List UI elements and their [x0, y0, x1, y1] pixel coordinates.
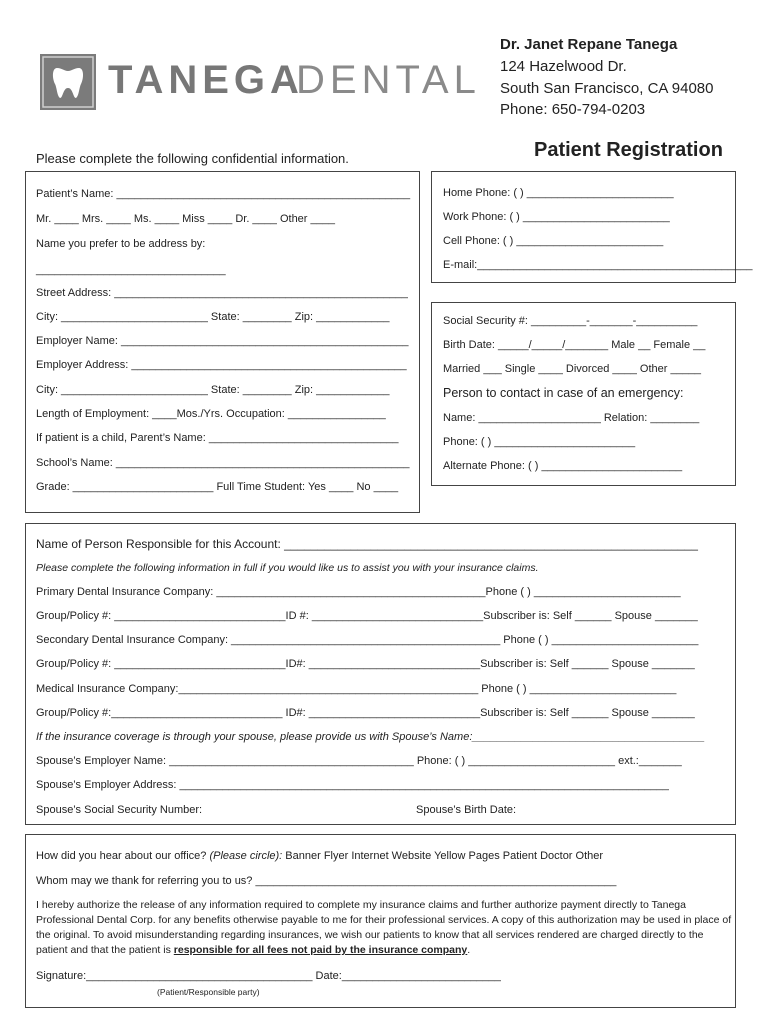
ssn-field[interactable]: Social Security #: _________-_______-__________ — [443, 315, 698, 327]
doctor-address-2: South San Francisco, CA 94080 — [500, 80, 714, 97]
employer-name-field[interactable]: Employer Name: _______________________________________________ — [36, 335, 409, 347]
emergency-alt-phone-field[interactable]: Alternate Phone: ( ) _______________________ — [443, 460, 683, 472]
spouse-ssn-field[interactable]: Spouse’s Social Security Number: — [36, 804, 203, 816]
referrer-field[interactable]: Whom may we thank for referring you to us? ___________________________________________________________ — [36, 875, 617, 887]
city-state-zip-field[interactable]: City: ________________________ State: ________ Zip: ____________ — [36, 311, 390, 323]
school-name-field[interactable]: School’s Name: ________________________________________________ — [36, 457, 410, 469]
work-phone-field[interactable]: Work Phone: ( ) ________________________ — [443, 211, 670, 223]
parent-name-field[interactable]: If patient is a child, Parent’s Name: _______________________________ — [36, 432, 399, 444]
logo-mark — [40, 54, 96, 110]
title-options[interactable]: Mr. ____ Mrs. ____ Ms. ____ Miss ____ Dr. ____ Other ____ — [36, 213, 335, 225]
home-phone-field[interactable]: Home Phone: ( ) ________________________ — [443, 187, 674, 199]
employer-address-field[interactable]: Employer Address: _____________________________________________ — [36, 359, 407, 371]
emergency-phone-field[interactable]: Phone: ( ) _______________________ — [443, 436, 636, 448]
employment-length-field[interactable]: Length of Employment: ____Mos./Yrs. Occupation: ________________ — [36, 408, 386, 420]
street-address-field[interactable]: Street Address: ________________________________________________ — [36, 287, 408, 299]
signature-note: (Patient/Responsible party) — [157, 987, 260, 997]
email-field[interactable]: E-mail:_____________________________________________ — [443, 259, 753, 271]
spouse-name-field[interactable]: If the insurance coverage is through your spouse, please provide us with Spouse’s Name:______________________________________ — [36, 731, 705, 743]
referral-source-question[interactable] — [36, 850, 603, 862]
medical-group-policy-field[interactable]: Group/Policy #:____________________________ ID#: ____________________________Subscriber is: Self ______ Spouse _______ — [36, 707, 695, 719]
authorization-text: I hereby authorize the release of any information required to complete my insurance claims and further authorize payment directly to Tanega Professional Dental Corp. for any benefits otherwise payable to me for their professional services. A copy of this authorization may be used in place of the original. To avoid misunderstanding regarding insurances, we wish our patients to know that all services rendered are charged directly to the patient and that the patient is — [36, 899, 732, 956]
doctor-address-1: 124 Hazelwood Dr. — [500, 58, 627, 75]
signature-date-field[interactable]: Signature:_____________________________________ Date:__________________________ — [36, 970, 501, 982]
patient-name-field[interactable]: Patient’s Name: ________________________________________________ — [36, 188, 411, 200]
tooth-icon — [40, 54, 96, 110]
preferred-name-label: Name you prefer to be address by: — [36, 238, 206, 250]
doctor-phone: Phone: 650-794-0203 — [500, 101, 646, 118]
authorization-paragraph — [36, 898, 736, 958]
preferred-name-field[interactable]: _______________________________ — [36, 264, 226, 276]
marital-status-field[interactable]: Married ___ Single ____ Divorced ____ Other _____ — [443, 363, 702, 375]
spouse-employer-field[interactable]: Spouse’s Employer Name: ________________________________________ Phone: ( ) ________________________ ext.:_______ — [36, 755, 682, 767]
authorization-end: . — [467, 944, 471, 956]
referral-options[interactable]: Banner Flyer Internet Website Yellow Pages Patient Doctor Other — [285, 850, 604, 862]
employer-city-field[interactable]: City: ________________________ State: ________ Zip: ____________ — [36, 384, 390, 396]
grade-field[interactable]: Grade: _______________________ Full Time Student: Yes ____ No ____ — [36, 481, 399, 493]
secondary-insurance-field[interactable]: Secondary Dental Insurance Company: ____________________________________________ Phone ( ) ________________________ — [36, 634, 699, 646]
page-title: Patient Registration — [534, 139, 723, 161]
logo-text-bold: TANEGA — [108, 58, 304, 102]
logo-text-thin: DENTAL — [296, 58, 481, 102]
referral-circle-hint: (Please circle): — [209, 850, 283, 862]
authorization-emphasis: responsible for all fees not paid by the insurance company — [173, 944, 468, 956]
cell-phone-field[interactable]: Cell Phone: ( ) ________________________ — [443, 235, 664, 247]
emergency-name-field[interactable]: Name: ____________________ Relation: ________ — [443, 412, 700, 424]
primary-insurance-field[interactable]: Primary Dental Insurance Company: ____________________________________________Phone ( ) ________________________ — [36, 586, 681, 598]
primary-group-policy-field[interactable]: Group/Policy #: ____________________________ID #: ____________________________Subscriber is: Self ______ Spouse _______ — [36, 610, 698, 622]
spouse-employer-address-field[interactable]: Spouse’s Employer Address: ________________________________________________________________________________ — [36, 779, 669, 791]
responsible-person-field[interactable]: Name of Person Responsible for this Account: ______________________________________________________________ — [36, 537, 698, 551]
spouse-birth-date-field[interactable]: Spouse’s Birth Date: — [416, 804, 517, 816]
intro-text: Please complete the following confidential information. — [36, 151, 349, 166]
doctor-name: Dr. Janet Repane Tanega — [500, 36, 678, 53]
insurance-instruction: Please complete the following information in full if you would like us to assist you with your insurance claims. — [36, 562, 539, 574]
medical-insurance-field[interactable]: Medical Insurance Company:_________________________________________________ Phone ( ) ________________________ — [36, 683, 677, 695]
secondary-group-policy-field[interactable]: Group/Policy #: ____________________________ID#: ____________________________Subscriber is: Self ______ Spouse _______ — [36, 658, 695, 670]
birth-date-field[interactable]: Birth Date: _____/_____/_______ Male __ Female __ — [443, 339, 706, 351]
emergency-heading: Person to contact in case of an emergency: — [443, 386, 684, 400]
referral-question-text: How did you hear about our office? — [36, 850, 207, 862]
